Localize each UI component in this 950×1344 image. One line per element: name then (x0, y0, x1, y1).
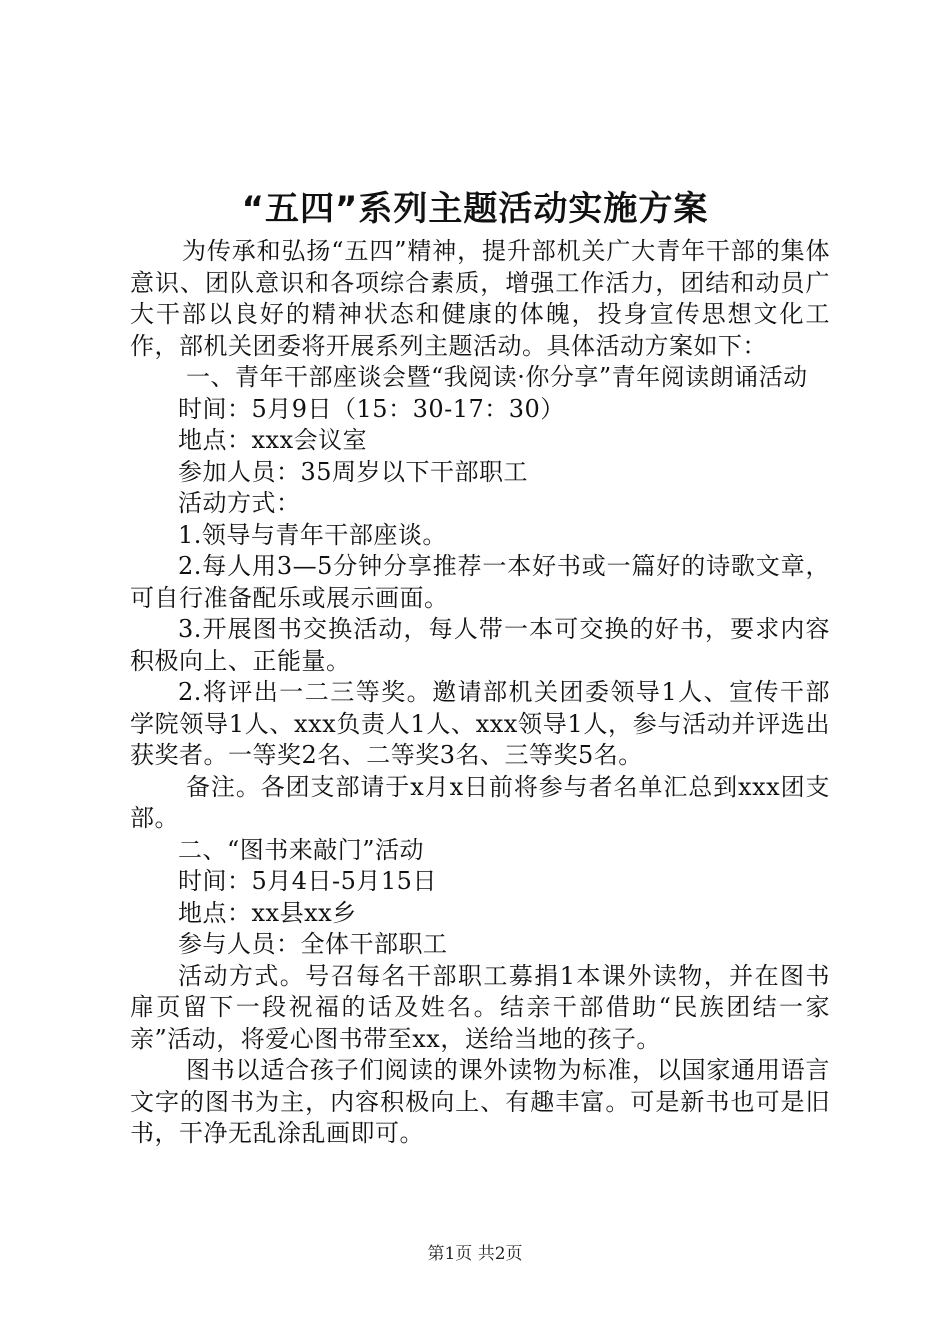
list-item: 2.每人用3—5分钟分享推荐一本好书或一篇好的诗歌文章，可自行准备配乐或展示画面。 (130, 552, 830, 612)
paragraph: 图书以适合孩子们阅读的课外读物为标准，以国家通用语言文字的图书为主，内容积极向上、有趣丰富。可是新书也可是旧书，干净无乱涂乱画即可。 (130, 1056, 830, 1147)
paragraph: 活动方式： (178, 489, 301, 517)
paragraph: 参加人员：35周岁以下干部职工 (178, 457, 529, 486)
list-item: 2.将评出一二三等奖。邀请部机关团委领导1人、宣传干部学院领导1人、xxx负责人1人、xxx领导1人，参与活动并评选出获奖者。一等奖2名、二等奖3名、三等奖5名。 (130, 678, 830, 769)
paragraph: 为传承和弘扬“五四”精神，提升部机关广大青年干部的集体意识、团队意识和各项综合素质，增强工作活力，团结和动员广大干部以良好的精神状态和健康的体魄，投身宣传思想文化工作，部机关团委将开展系列主题活动。具体活动方案如下： (130, 237, 830, 360)
paragraph: 地点：xx县xx乡 (178, 898, 357, 927)
paragraph: 地点：xxx会议室 (178, 426, 368, 454)
list-item: 1.领导与青年干部座谈。 (178, 520, 447, 549)
paragraph: 时间：5月4日-5月15日 (178, 867, 437, 895)
document-title: “五四”系列主题活动实施方案 (241, 189, 709, 229)
paragraph: 参与人员：全体干部职工 (178, 930, 448, 958)
section-heading: 二、“图书来敲门”活动 (178, 835, 425, 864)
list-item: 3.开展图书交换活动，每人带一本可交换的好书，要求内容积极向上、正能量。 (130, 615, 830, 675)
page-footer: 第1页 共2页 (427, 1244, 523, 1264)
paragraph: 活动方式。号召每名干部职工募捐1本课外读物，并在图书扉页留下一段祝福的话及姓名。结亲干部借助“民族团结一家亲”活动，将爱心图书带至xx，送给当地的孩子。 (130, 961, 830, 1053)
paragraph: 时间：5月9日（15：30-17：30） (178, 394, 565, 423)
document-body (130, 236, 830, 1150)
note-paragraph: 备注。各团支部请于x月x日前将参与者名单汇总到xxx团支部。 (130, 772, 830, 832)
section-heading: 一、青年干部座谈会暨“我阅读·你分享”青年阅读朗诵活动 (186, 363, 808, 391)
